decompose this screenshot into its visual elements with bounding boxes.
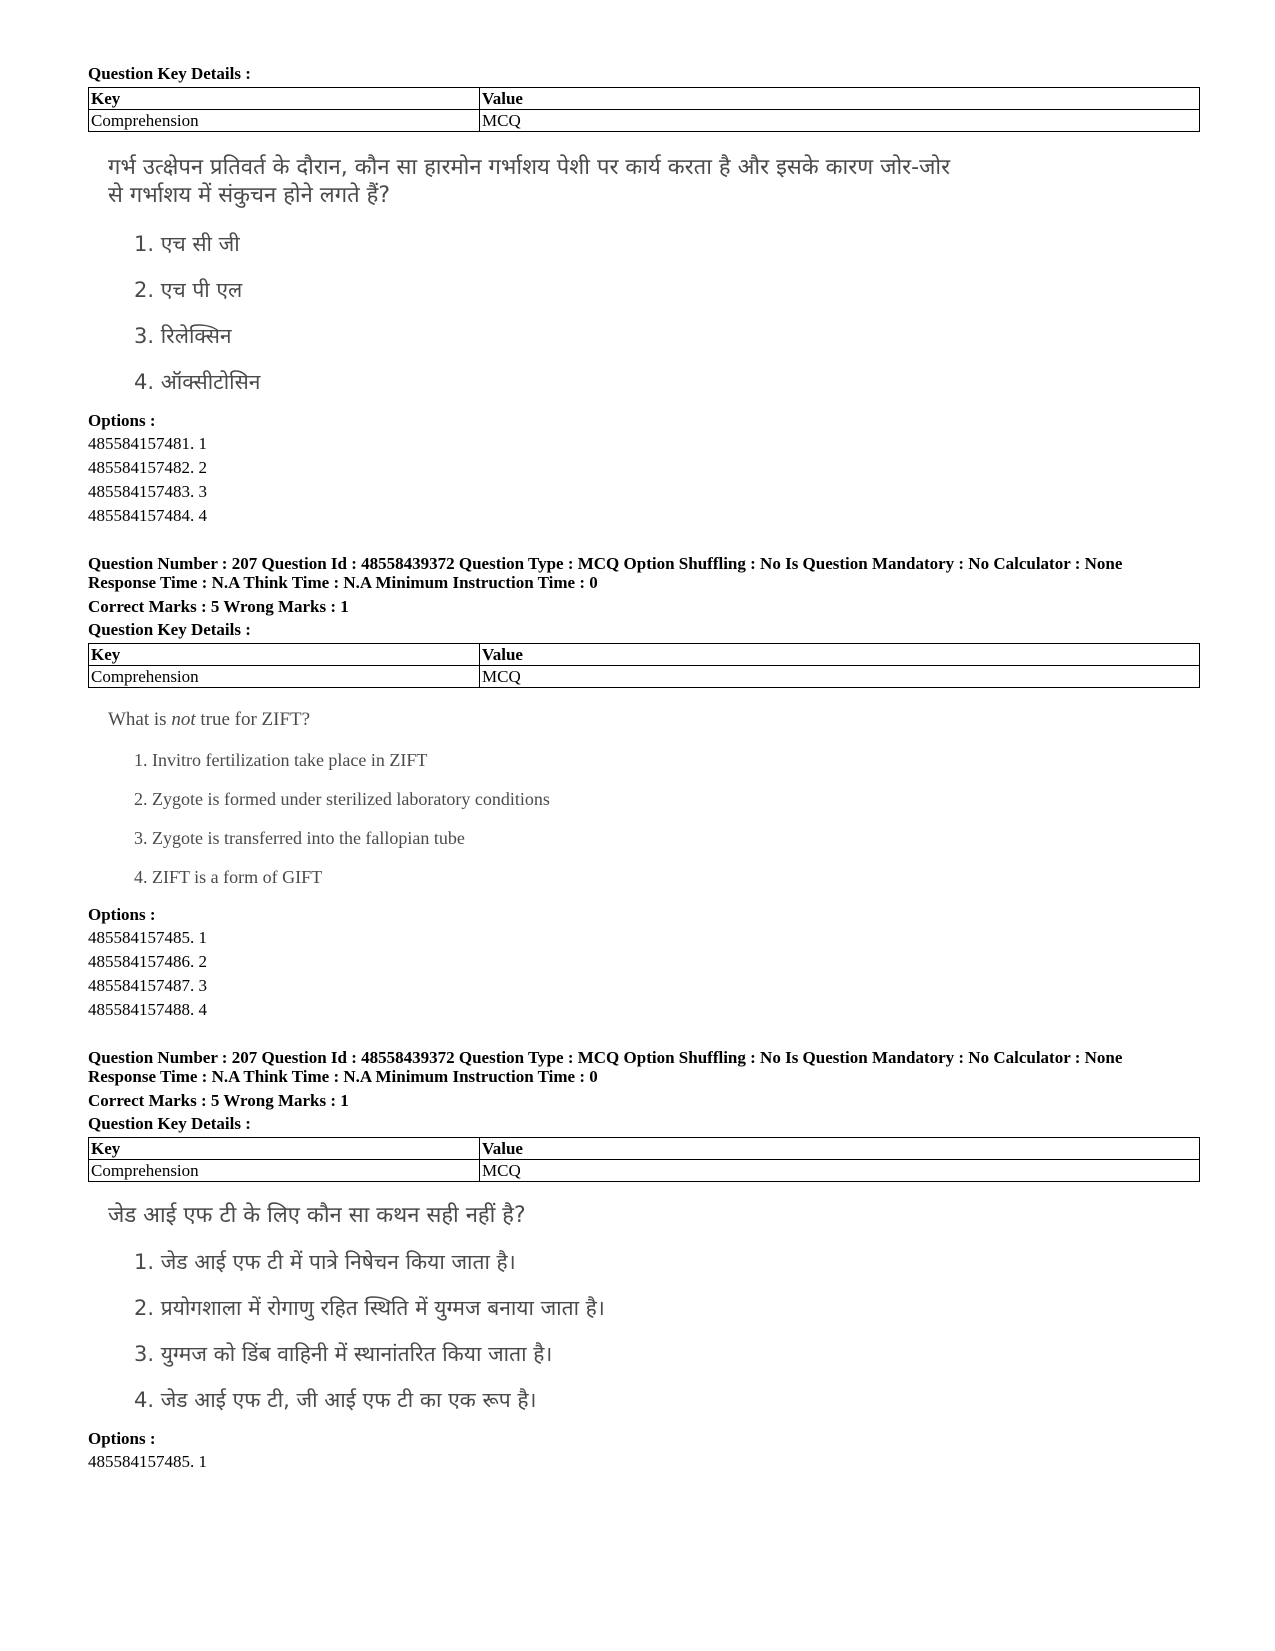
marks-line: Correct Marks : 5 Wrong Marks : 1 [88,1091,349,1110]
document-page [88,60,1198,1474]
choice-item: 1. Invitro fertilization take place in ZIFT [134,750,428,770]
question-image [108,708,1198,888]
stem-part: true for ZIFT? [195,709,311,730]
options-label: Options : [88,905,156,924]
question-block-3 [88,1048,1198,1474]
marks-line: Correct Marks : 5 Wrong Marks : 1 [88,597,349,616]
question-image [108,1202,1198,1414]
question-image [108,154,1198,396]
question-stem [108,708,1198,732]
choice-item: 3. Zygote is transferred into the fallopian tube [134,828,465,848]
choice-item: 4. जेड आई एफ टी, जी आई एफ टी का एक रूप है। [134,1388,537,1412]
key-details-table [88,1137,1200,1182]
key-details-label: Question Key Details : [88,64,251,83]
value-column-header: Value [480,644,1200,666]
choice-item: 3. युग्मज को डिंब वाहिनी में स्थानांतरित किया जाता है। [134,1342,553,1366]
question-block-2 [88,554,1198,1022]
choice-item: 2. प्रयोगशाला में रोगाणु रहित स्थिति में युग्मज बनाया जाता है। [134,1296,605,1320]
key-cell: Comprehension [89,666,480,688]
choice-item: 4. ZIFT is a form of GIFT [134,867,323,887]
question-meta-line-1: Question Number : 207 Question Id : 48558439372 Question Type : MCQ Option Shuffling : No Is Question Mandatory : No Calculator : None [88,554,1123,573]
key-details-table [88,87,1200,132]
choice-item: 1. जेड आई एफ टी में पात्रे निषेचन किया जाता है। [134,1250,516,1274]
table-row [89,110,1200,132]
table-header-row [89,1138,1200,1160]
choice-item: 1. एच सी जी [134,232,240,256]
value-column-header: Value [480,88,1200,110]
options-label: Options : [88,1429,156,1448]
question-stem: गर्भ उत्क्षेपन प्रतिवर्त के दौरान, कौन सा हारमोन गर्भाशय पेशी पर कार्य करता है और इसके कारण जोर-जोर से गर्भाशय में संकुचन होने लगते हैं? [108,155,951,208]
question-meta-line-1: Question Number : 207 Question Id : 48558439372 Question Type : MCQ Option Shuffling : No Is Question Mandatory : No Calculator : None [88,1048,1123,1067]
table-row [89,1160,1200,1182]
question-meta-line-2: Response Time : N.A Think Time : N.A Minimum Instruction Time : 0 [88,573,598,592]
option-id-line: 485584157481. 1 [88,434,207,453]
option-id-line: 485584157486. 2 [88,952,207,971]
value-cell: MCQ [480,1160,1200,1182]
options-label: Options : [88,411,156,430]
option-id-line: 485584157485. 1 [88,928,207,947]
question-block-1 [88,64,1198,528]
option-id-line: 485584157483. 3 [88,482,207,501]
option-id-line: 485584157485. 1 [88,1452,207,1471]
option-id-line: 485584157487. 3 [88,976,207,995]
value-column-header: Value [480,1138,1200,1160]
option-id-line: 485584157484. 4 [88,506,207,525]
choice-item: 2. एच पी एल [134,278,243,302]
question-meta-line-2: Response Time : N.A Think Time : N.A Minimum Instruction Time : 0 [88,1067,598,1086]
option-id-line: 485584157488. 4 [88,1000,207,1019]
choice-item: 4. ऑक्सीटोसिन [134,370,261,394]
table-row [89,666,1200,688]
choice-item: 2. Zygote is formed under sterilized laboratory conditions [134,789,550,809]
key-cell: Comprehension [89,110,480,132]
choice-item: 3. रिलेक्सिन [134,324,232,348]
key-details-label: Question Key Details : [88,1114,251,1133]
key-column-header: Key [89,88,480,110]
option-id-line: 485584157482. 2 [88,458,207,477]
key-column-header: Key [89,644,480,666]
stem-part: What is [108,709,172,730]
key-details-label: Question Key Details : [88,620,251,639]
value-cell: MCQ [480,110,1200,132]
stem-emphasis: not [171,709,196,730]
key-cell: Comprehension [89,1160,480,1182]
value-cell: MCQ [480,666,1200,688]
table-header-row [89,644,1200,666]
key-column-header: Key [89,1138,480,1160]
table-header-row [89,88,1200,110]
question-stem: जेड आई एफ टी के लिए कौन सा कथन सही नहीं है? [108,1203,526,1228]
key-details-table [88,643,1200,688]
